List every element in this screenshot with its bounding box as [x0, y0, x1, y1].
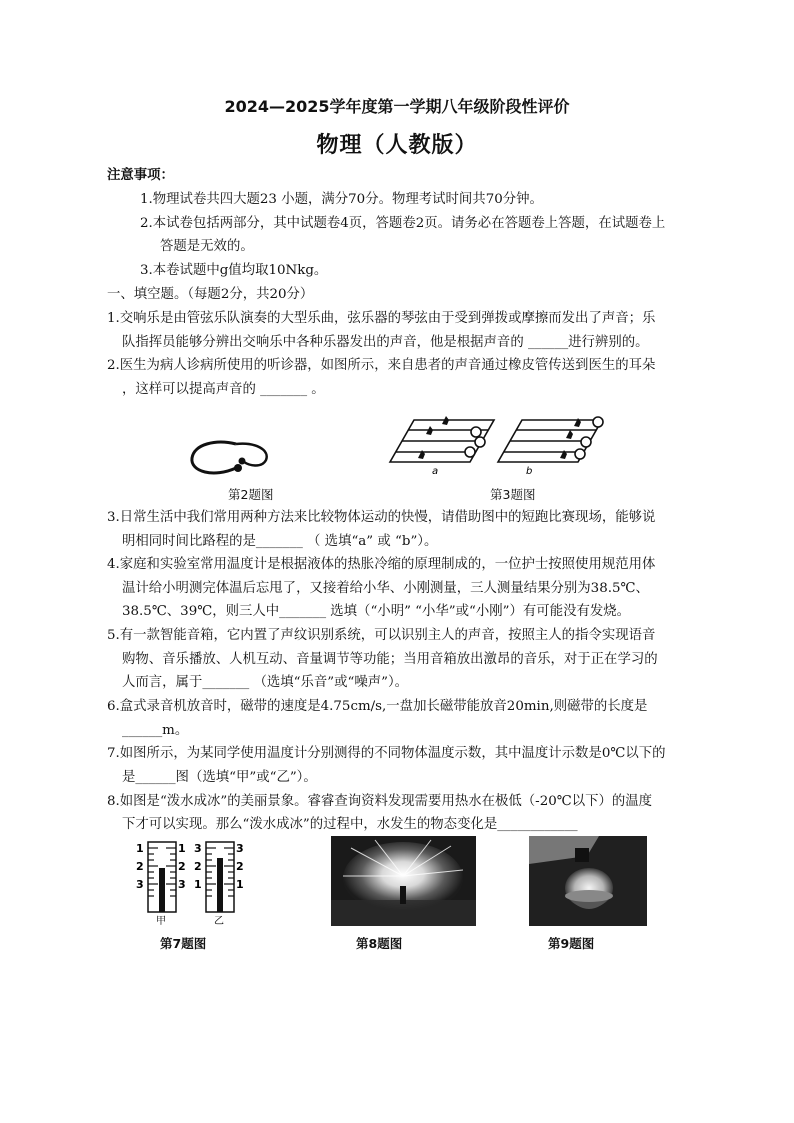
jia-left-tick-1: 1 [136, 842, 144, 855]
jia-right-tick-2: 2 [178, 860, 186, 873]
figure-2-caption: 第2题图 [228, 487, 274, 502]
thermometer-yi [194, 842, 244, 927]
notes-heading: 注意事项： [107, 168, 174, 183]
question-1-cont: 队指挥员能够分辨出交响乐中各种乐器发出的声音，他是根据声音的 ______进行辨别的。 [122, 335, 649, 350]
race-tracks-figure [376, 406, 608, 478]
exam-title: 2024—2025学年度第一学期八年级阶段性评价 [224, 97, 570, 116]
question-8: 8.如图是“泼水成冰”的美丽景象。睿睿查询资料发现需要用热水在极低（-20℃以下）的温度 [107, 794, 653, 809]
figure-7-caption: 第7题图 [160, 936, 207, 951]
yi-left-tick-3: 3 [194, 842, 202, 855]
thermometer-jia [136, 842, 186, 927]
jia-right-tick-3: 3 [178, 878, 186, 891]
figure-3-label-b: b [526, 466, 533, 477]
yi-right-tick-3: 3 [236, 842, 244, 855]
question-5-cont: 购物、音乐播放、人机互动、音量调节等功能；当用音箱放出激昂的音乐，对于正在学习的 [122, 652, 658, 667]
thermometers-figure [132, 838, 250, 928]
yi-left-tick-1: 1 [194, 878, 202, 891]
question-6-cont: ______m。 [122, 723, 189, 738]
question-8-cont: 下才可以实现。那么“泼水成冰”的过程中，水发生的物态变化是____________ [122, 817, 578, 832]
thermometer-jia-label: 甲 [156, 916, 166, 927]
question-7: 7.如图所示，为某同学使用温度计分别测得的不同物体温度示数，其中温度计示数是0℃以下的 [107, 746, 666, 761]
splash-photo [331, 836, 476, 926]
figure-8-caption: 第8题图 [356, 936, 403, 951]
note-2-cont: 答题是无效的。 [160, 239, 254, 254]
jia-left-tick-3: 3 [136, 878, 144, 891]
question-2: 2.医生为病人诊病所使用的听诊器，如图所示，来自患者的声音通过橡皮管传送到医生的耳朵 [107, 358, 656, 373]
thermometer-yi-label: 乙 [214, 916, 224, 927]
question-4-cont: 温计给小明测完体温后忘甩了，又接着给小华、小刚测量，三人测量结果分别为38.5℃、 [122, 581, 649, 596]
stethoscope-figure [186, 434, 278, 480]
jia-right-tick-1: 1 [178, 842, 186, 855]
yi-right-tick-1: 1 [236, 878, 244, 891]
question-1: 1.交响乐是由管弦乐队演奏的大型乐曲，弦乐器的琴弦由于受到弹拨或摩擦而发出了声音；乐 [107, 311, 656, 326]
question-7-cont: 是______图（选填“甲”或“乙”）。 [122, 770, 317, 785]
note-2: 2.本试卷包括两部分，其中试题卷4页，答题卷2页。请务必在答题卷上答题，在试题卷上 [140, 216, 666, 231]
question-5: 5.有一款智能音箱，它内置了声纹识别系统，可以识别主人的声音，按照主人的指令实现语音 [107, 628, 656, 643]
figure-9-caption: 第9题图 [548, 936, 595, 951]
note-3: 3.本卷试题中g值均取10Nkg。 [140, 263, 328, 278]
question-6: 6.盒式录音机放音时，磁带的速度是4.75cm/s,一盘加长磁带能放音20min,则磁带的长度是 [107, 699, 648, 714]
question-2-cont: ，这样可以提高声音的 _______ 。 [122, 382, 325, 397]
figure-3-label-a: a [432, 466, 439, 477]
question-3-cont: 明相同时间比路程的是_______ （ 选填“a” 或 “b”）。 [122, 534, 438, 549]
yi-left-tick-2: 2 [194, 860, 202, 873]
question-4: 4.家庭和实验室常用温度计是根据液体的热胀冷缩的原理制成的，一位护士按照使用规范用体 [107, 557, 656, 572]
section-heading: 一、填空题。（每题2分，共20分） [107, 287, 314, 302]
question-5-cont2: 人而言，属于_______ （选填“乐音”或“噪声”）。 [122, 675, 409, 690]
question-4-cont2: 38.5℃、39℃，则三人中_______ 选填（“小明” “小华”或“小刚”）有可能没有发烧。 [122, 604, 631, 619]
exam-subtitle: 物理（人教版） [316, 133, 478, 158]
vapor-photo [529, 836, 647, 926]
question-3: 3.日常生活中我们常用两种方法来比较物体运动的快慢，请借助图中的短跑比赛现场，能够说 [107, 510, 656, 525]
note-1: 1.物理试卷共四大题23 小题，满分70分。物理考试时间共70分钟。 [140, 192, 543, 207]
jia-left-tick-2: 2 [136, 860, 144, 873]
figure-3-caption: 第3题图 [490, 487, 536, 502]
yi-right-tick-2: 2 [236, 860, 244, 873]
